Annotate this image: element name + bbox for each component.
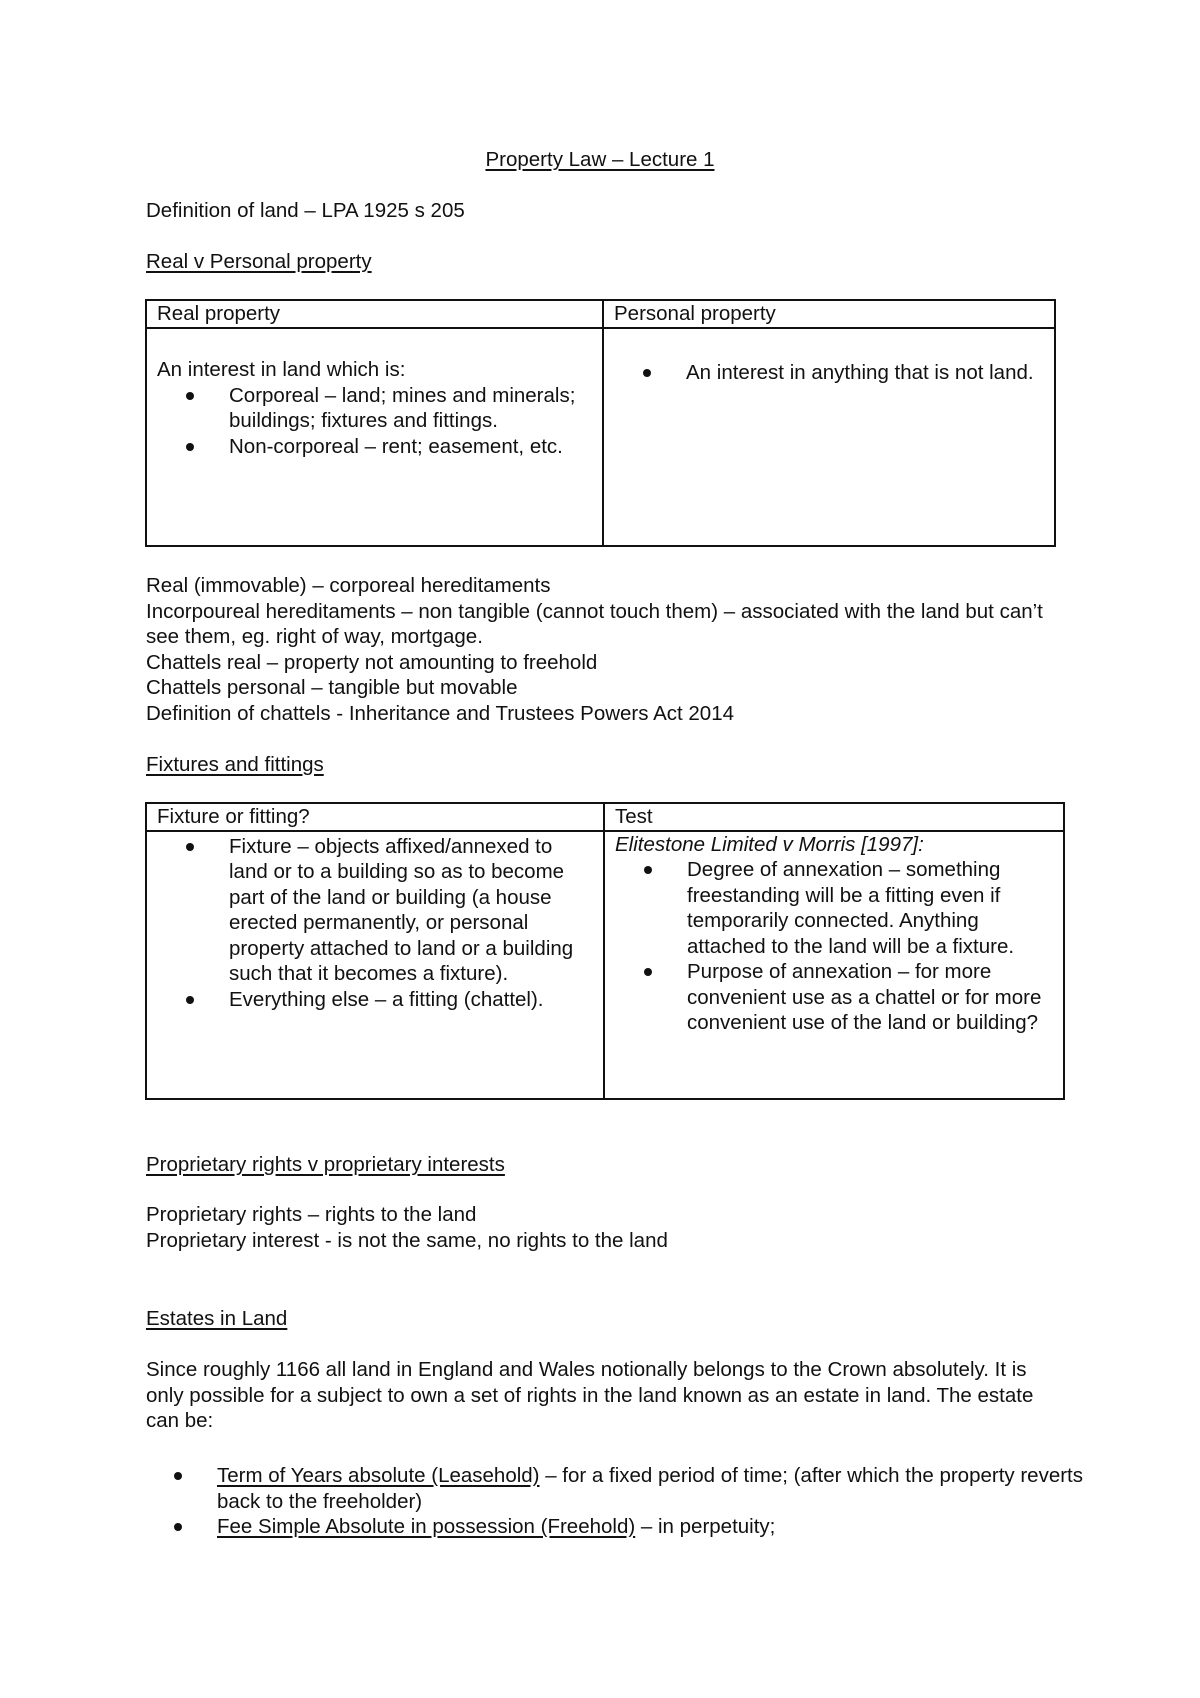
list-item: Degree of annexation – something freestanding will be a fitting even if temporarily connected. Anything attached to the land will be a fixture.: [687, 857, 1055, 959]
list-item: [217, 1463, 1117, 1514]
real-property-intro: An interest in land which is:: [157, 358, 406, 381]
proprietary-notes: [146, 1202, 1056, 1253]
bullet-icon: [174, 1472, 182, 1480]
estates-list: [145, 1463, 1117, 1540]
estates-paragraph: Since roughly 1166 all land in England and Wales notionally belongs to the Crown absolutely. It is only possible for a subject to own a set of rights in the land known as an estate in land. The estate can be:: [146, 1358, 1034, 1432]
table-header-real-property: Real property: [146, 300, 603, 328]
estate-term: Fee Simple Absolute in possession (Freehold): [217, 1515, 636, 1538]
note-line: Definition of chattels - Inheritance and Trustees Powers Act 2014: [146, 701, 734, 725]
estate-description: – in perpetuity;: [635, 1515, 776, 1538]
note-line: Chattels personal – tangible but movable: [146, 676, 518, 699]
note-line: Chattels real – property not amounting to freehold: [146, 650, 598, 674]
section-heading-estates: Estates in Land: [146, 1307, 288, 1330]
list-item: [217, 1514, 1117, 1540]
bullet-icon: [186, 443, 194, 451]
table-header-personal-property: Personal property: [603, 300, 1055, 328]
estate-description: – for a fixed period of time; (after which the property reverts back to the freeholder): [217, 1464, 1084, 1513]
test-list: [615, 857, 1055, 1036]
table-header-test: Test: [604, 803, 1064, 831]
list-item: Purpose of annexation – for more convenient use as a chattel or for more convenient use of the land or building?: [687, 959, 1055, 1036]
note-line: Real (immovable) – corporeal hereditaments: [146, 574, 551, 597]
estate-term: Term of Years absolute (Leasehold): [217, 1464, 540, 1487]
bullet-icon: [186, 392, 194, 400]
fixtures-table: [145, 802, 1065, 1100]
list-item: Corporeal – land; mines and minerals; buildings; fixtures and fittings.: [229, 383, 594, 434]
section-heading-fixtures: Fixtures and fittings: [146, 753, 324, 776]
bullet-icon: [186, 996, 194, 1004]
note-line: Proprietary interest - is not the same, no rights to the land: [146, 1228, 668, 1252]
land-definition-line: Definition of land – LPA 1925 s 205: [146, 199, 465, 222]
bullet-icon: [643, 369, 651, 377]
table-cell-real-property: [146, 328, 603, 546]
case-citation: Elitestone Limited v Morris [1997]:: [615, 832, 924, 856]
bullet-icon: [644, 968, 652, 976]
real-property-list: [157, 383, 594, 460]
table-cell-personal-property: [603, 328, 1055, 546]
page-title: Property Law – Lecture 1: [485, 148, 715, 171]
table-header-fixture-or-fitting: Fixture or fitting?: [146, 803, 604, 831]
hereditaments-notes: [146, 573, 1056, 726]
list-item: Non-corporeal – rent; easement, etc.: [229, 434, 594, 460]
bullet-icon: [186, 843, 194, 851]
list-item: Fixture – objects affixed/annexed to land or to a building so as to become part of the land or building (a house erected permanently, or personal property attached to land or a building such that it becomes a fixture).: [229, 834, 595, 987]
bullet-icon: [174, 1523, 182, 1531]
section-heading-real-v-personal: Real v Personal property: [146, 250, 372, 273]
personal-property-list: [614, 360, 1046, 386]
fixture-list: [157, 832, 595, 1013]
real-personal-table: [145, 299, 1056, 547]
bullet-icon: [644, 866, 652, 874]
table-cell-fixture-definitions: [146, 831, 604, 1099]
list-item: Everything else – a fitting (chattel).: [229, 987, 595, 1013]
note-line: Proprietary rights – rights to the land: [146, 1203, 477, 1226]
table-cell-test: [604, 831, 1064, 1099]
note-line: Incorpoureal hereditaments – non tangible (cannot touch them) – associated with the land but can’t see them, eg. right of way, mortgage.: [146, 599, 1043, 648]
list-item: An interest in anything that is not land.: [686, 360, 1046, 386]
section-heading-proprietary: Proprietary rights v proprietary interests: [146, 1153, 505, 1176]
